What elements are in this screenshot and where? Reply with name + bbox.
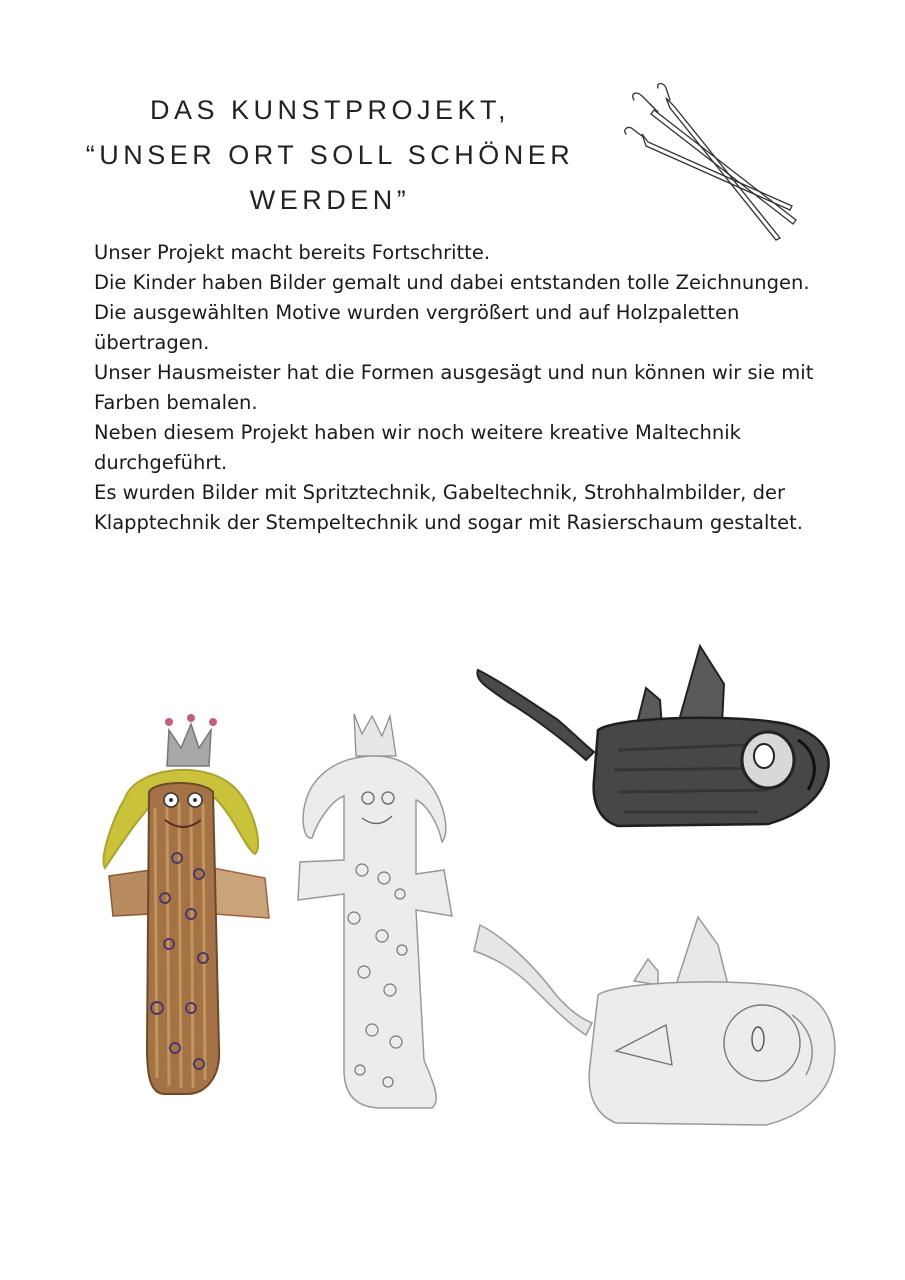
- fish-cutout: [466, 915, 842, 1133]
- paragraph: Neben diesem Projekt haben wir noch weitere kreative Maltechnik durchgeführt.: [94, 421, 741, 474]
- paragraph: Die ausgewählten Motive wurden vergrößert und auf Holzpaletten übertragen.: [94, 301, 740, 354]
- title-line-1: DAS KUNSTPROJEKT,: [149, 95, 511, 125]
- article-body: [94, 238, 824, 538]
- paintbrushes-icon: [620, 80, 805, 245]
- title-line-2: “UNSER ORT SOLL SCHÖNER: [85, 140, 575, 170]
- paragraph: Unser Projekt macht bereits Fortschritte.: [94, 241, 491, 264]
- paragraph: Es wurden Bilder mit Spritztechnik, Gabeltechnik, Strohhalmbilder, der Klapptechnik der Stempeltechnik und sogar mit Rasierschaum gestaltet.: [94, 481, 803, 534]
- title-line-3: WERDEN”: [249, 185, 411, 215]
- charcoal-fish-drawing: [468, 640, 840, 840]
- princess-cutout: [292, 710, 460, 1110]
- page-title: [80, 88, 580, 223]
- paragraph: Unser Hausmeister hat die Formen ausgesägt und nun können wir sie mit Farben bemalen.: [94, 361, 814, 414]
- paragraph: Die Kinder haben Bilder gemalt und dabei entstanden tolle Zeichnungen.: [94, 271, 810, 294]
- princess-drawing: [95, 708, 270, 1098]
